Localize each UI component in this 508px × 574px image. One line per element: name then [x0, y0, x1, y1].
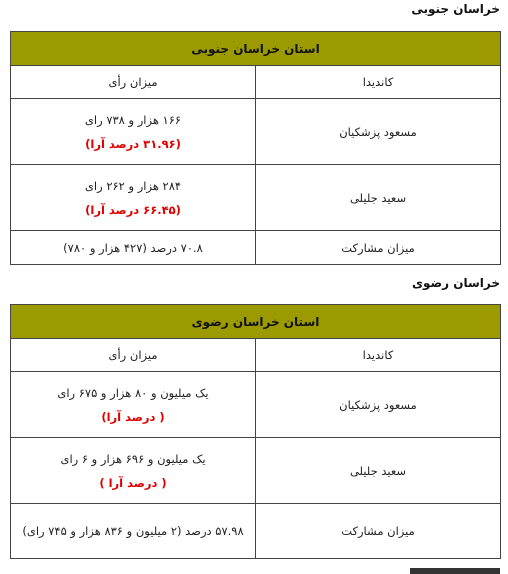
- vote-percent: (۶۶.۴۵ درصد آرا): [85, 202, 181, 217]
- vote-cell: [11, 165, 256, 231]
- turnout-label: میزان مشارکت: [256, 504, 501, 559]
- table-title: استان خراسان جنوبی: [11, 32, 501, 66]
- results-table-south-khorasan: [10, 31, 501, 265]
- turnout-label: میزان مشارکت: [256, 231, 501, 265]
- table-title: استان خراسان رضوی: [11, 305, 501, 339]
- vote-percent: ( درصد آرا): [101, 409, 165, 424]
- candidate-name: سعید جلیلی: [256, 165, 501, 231]
- turnout-value: ۵۷.۹۸ درصد (۲ میلیون و ۸۳۶ هزار و ۷۴۵ رای): [11, 504, 256, 559]
- vote-count: ۲۸۴ هزار و ۲۶۲ رای: [84, 178, 182, 193]
- column-header-votes: میزان رأی: [11, 66, 256, 99]
- vote-percent: (۳۱.۹۶ درصد آرا): [85, 136, 181, 151]
- results-table-razavi-khorasan: [10, 304, 501, 559]
- turnout-value: ۷۰.۸ درصد (۴۲۷ هزار و ۷۸۰): [11, 231, 256, 265]
- table-row: [11, 372, 501, 438]
- column-header-candidate: کاندیدا: [256, 66, 501, 99]
- vote-count: یک میلیون و ۶۹۶ هزار و ۶ رای: [60, 451, 206, 466]
- table-row: [11, 504, 501, 559]
- table-row: [11, 438, 501, 504]
- column-header-candidate: کاندیدا: [256, 339, 501, 372]
- vote-cell: [11, 372, 256, 438]
- table-row: [11, 231, 501, 265]
- vote-count: یک میلیون و ۸۰ هزار و ۶۷۵ رای: [57, 385, 209, 400]
- vote-cell: [11, 99, 256, 165]
- table-row: [11, 99, 501, 165]
- candidate-name: مسعود پزشکیان: [256, 99, 501, 165]
- candidate-name: مسعود پزشکیان: [256, 372, 501, 438]
- section-heading-razavi-khorasan: خراسان رضوی: [412, 276, 500, 290]
- cropped-next-heading: [410, 566, 500, 574]
- section-heading-south-khorasan: خراسان جنوبی: [411, 2, 500, 16]
- vote-cell: [11, 438, 256, 504]
- vote-count: ۱۶۶ هزار و ۷۳۸ رای: [84, 112, 182, 127]
- column-header-votes: میزان رأی: [11, 339, 256, 372]
- table-row: [11, 165, 501, 231]
- table-header-row: [11, 66, 501, 99]
- candidate-name: سعید جلیلی: [256, 438, 501, 504]
- vote-percent: ( درصد آرا ): [99, 475, 167, 490]
- table-header-row: [11, 339, 501, 372]
